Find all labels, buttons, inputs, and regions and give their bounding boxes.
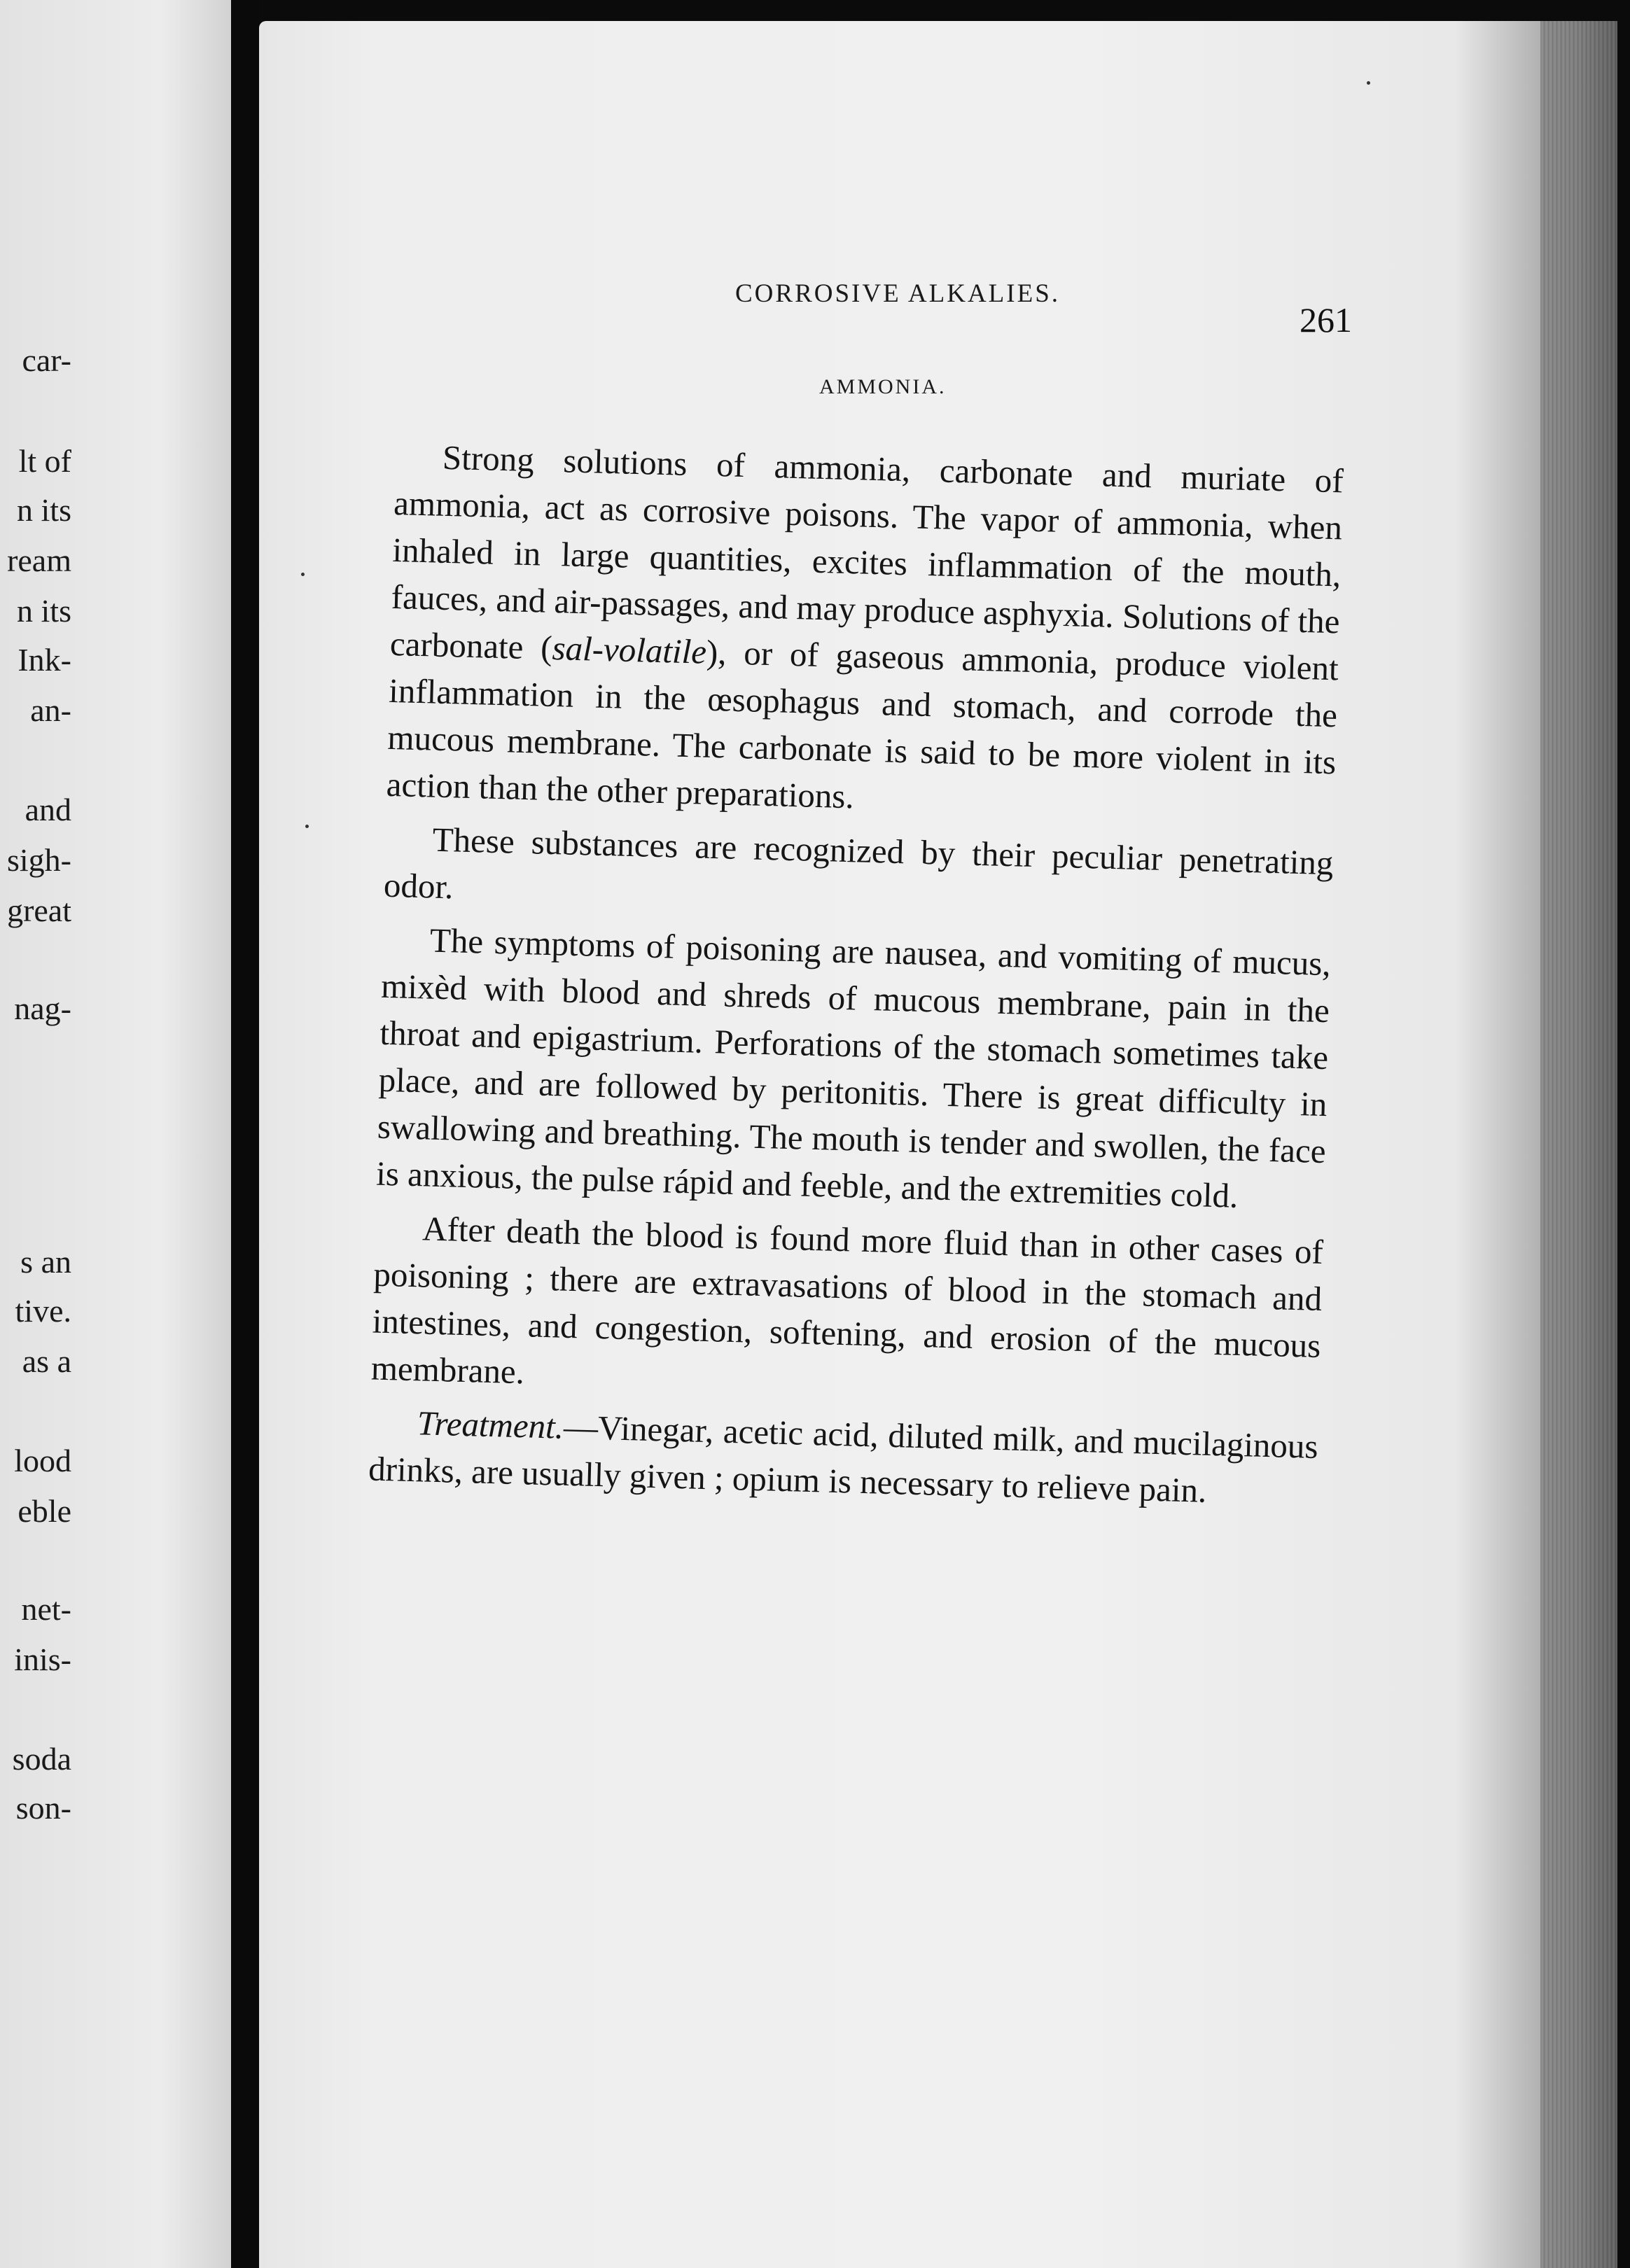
paper-speck bbox=[305, 825, 309, 828]
left-line-fragment: an- bbox=[30, 692, 71, 728]
left-line-fragment: inis- bbox=[14, 1642, 71, 1677]
paragraph bbox=[370, 1204, 1324, 1416]
paragraph bbox=[375, 916, 1331, 1222]
left-line-fragment: ream bbox=[7, 542, 71, 578]
left-line-fragment: son- bbox=[15, 1790, 71, 1826]
left-line-fragment: sigh- bbox=[7, 842, 71, 878]
paragraph bbox=[386, 433, 1344, 832]
italic-term: Treatment. bbox=[417, 1404, 564, 1446]
left-line-fragment: great bbox=[7, 892, 71, 928]
paragraph-text: ), or of gaseous ammonia, produce violent inflammation in the œsophagus and stomach, and corrode the mucous membrane. The carbonate is said to be more violent in its action than the other preparations. bbox=[386, 632, 1339, 816]
left-line-fragment: net- bbox=[21, 1591, 71, 1627]
left-line-fragment: soda bbox=[12, 1741, 71, 1777]
left-line-fragment: lood bbox=[14, 1443, 71, 1478]
page-edge-stack bbox=[1540, 21, 1617, 2268]
paragraph-text: Strong solutions of ammonia, carbonate and muriate of ammonia, act as corrosive poisons. The vapor of ammonia, when inhaled in large quantities, excites inflammation of the mouth, fauces, and air-passages, and may produce asphyxia. Solutions of the carbonate ( bbox=[389, 438, 1344, 667]
left-line-fragment: as a bbox=[22, 1343, 71, 1379]
paper-speck bbox=[301, 573, 305, 576]
left-line-fragment: n its bbox=[17, 593, 71, 629]
left-line-fragment: tive. bbox=[15, 1293, 71, 1329]
left-line-fragment: nag- bbox=[14, 990, 71, 1026]
paragraph-text: —Vinegar, acetic acid, diluted milk, and mucilaginous drinks, are usually given ; opium is necessary to relieve pain. bbox=[368, 1407, 1319, 1510]
paragraph-text: After death the blood is found more fluid than in other cases of poisoning ; there are extravasations of blood in the stomach and intestines, and congestion, softening, and erosion of the mucous membrane. bbox=[370, 1209, 1324, 1392]
paragraph-text: These substances are recognized by their peculiar penetrating odor. bbox=[383, 820, 1335, 906]
left-line-fragment: car- bbox=[22, 342, 71, 378]
running-head: CORROSIVE ALKALIES. bbox=[735, 279, 1061, 308]
paragraph bbox=[383, 815, 1334, 933]
book-gutter bbox=[231, 0, 259, 2268]
body-text bbox=[368, 433, 1344, 1524]
italic-term: sal-volatile bbox=[551, 628, 707, 671]
left-line-fragment: s an bbox=[20, 1244, 71, 1280]
paper-speck bbox=[1367, 81, 1370, 85]
left-line-fragment: Ink- bbox=[18, 642, 71, 678]
page-number: 261 bbox=[1300, 300, 1352, 340]
paragraph bbox=[368, 1399, 1318, 1517]
left-page bbox=[0, 0, 231, 2268]
left-line-fragment: n its bbox=[17, 492, 71, 528]
section-heading: AMMONIA. bbox=[819, 375, 947, 398]
left-line-fragment: and bbox=[25, 792, 71, 827]
left-line-fragment: lt of bbox=[18, 443, 71, 479]
left-line-fragment: eble bbox=[18, 1493, 71, 1529]
paragraph-text: The symptoms of poisoning are nausea, and vomiting of mucus, mixèd with blood and shreds of mucous membrane, pain in the throat and epigastrium. Perforations of the stomach sometimes take place, and are followed by peritonitis. There is great difficulty in swallowing and breathing. The mouth is tender and swollen, the face is anxious, the pulse rápid and feeble, and the extremities cold. bbox=[375, 920, 1332, 1215]
